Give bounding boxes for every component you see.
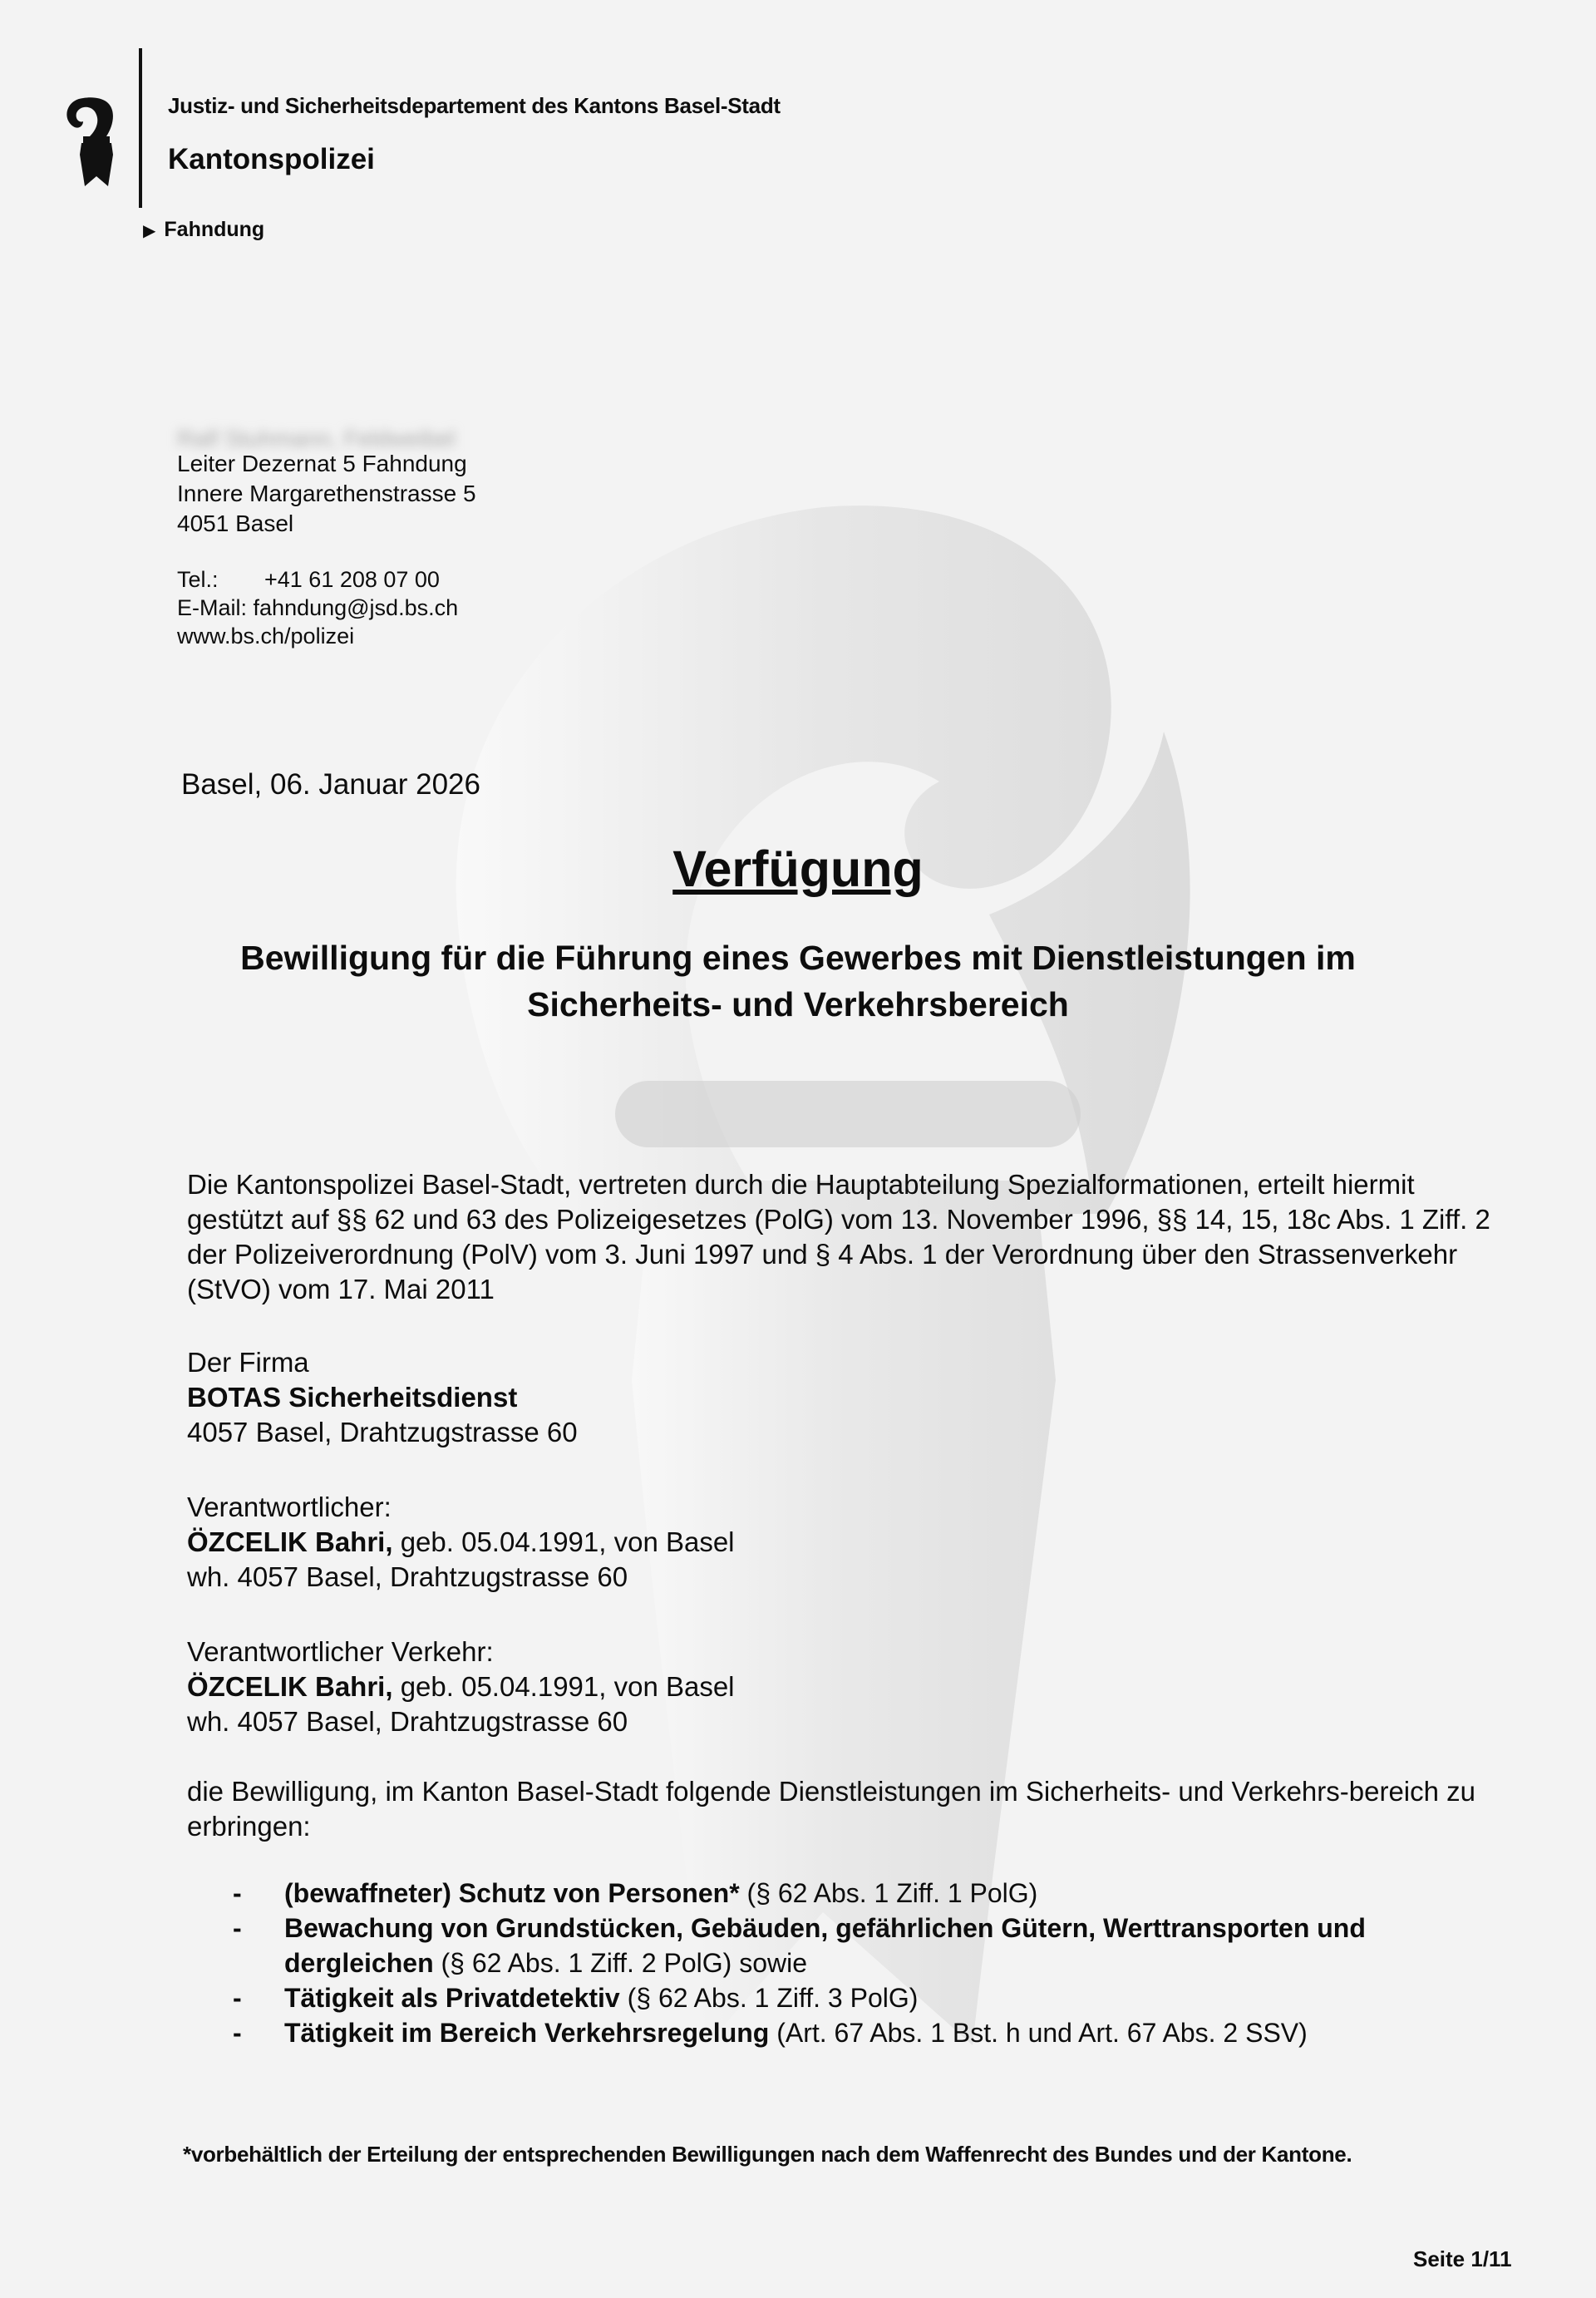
responsible-traffic-details: geb. 05.04.1991, von Basel — [392, 1671, 735, 1702]
responsible-traffic-name: ÖZCELIK Bahri, — [187, 1671, 393, 1702]
service-ref: (§ 62 Abs. 1 Ziff. 2 PolG) sowie — [433, 1948, 807, 1978]
firm-label: Der Firma — [187, 1347, 309, 1378]
unit-name: Kantonspolizei — [168, 143, 375, 175]
list-item — [233, 2015, 1513, 2050]
website-link[interactable]: www.bs.ch/polizei — [177, 624, 355, 648]
section-label: Fahndung — [164, 218, 265, 241]
tel-value: +41 61 208 07 00 — [264, 567, 440, 592]
service-main: (bewaffneter) Schutz von Personen* — [284, 1878, 740, 1908]
service-main: Bewachung von Grundstücken, Gebäuden, gefährlichen Gütern, Werttransporten und dergleichen — [284, 1913, 1366, 1978]
play-arrow-icon: ▶ — [143, 222, 156, 240]
sender-line: Leiter Dezernat 5 Fahndung — [177, 451, 467, 476]
header-divider — [139, 48, 142, 208]
service-ref: (Art. 67 Abs. 1 Bst. h und Art. 67 Abs. 2 SSV) — [769, 2018, 1308, 2048]
list-item — [233, 1911, 1513, 1980]
services-list — [233, 1876, 1513, 2050]
document-title: Verfügung — [672, 841, 924, 897]
sender-address — [177, 424, 476, 539]
responsible-name: ÖZCELIK Bahri, — [187, 1526, 393, 1557]
letter-date: Basel, 06. Januar 2026 — [181, 768, 480, 801]
sender-line: Innere Margarethenstrasse 5 — [177, 481, 476, 506]
list-item — [233, 1876, 1513, 1911]
permission-paragraph: die Bewilligung, im Kanton Basel-Stadt folgende Dienstleistungen im Sicherheits- und Verkehrs-bereich zu erbringen: — [187, 1776, 1476, 1842]
tel-label: Tel.: — [177, 567, 219, 592]
service-main: Tätigkeit als Privatdetektiv — [284, 1983, 620, 2013]
responsible-label: Verantwortlicher: — [187, 1492, 392, 1522]
redacted-name: Ralf Stuhmann, Feldweibel — [177, 426, 456, 451]
firm-block — [187, 1345, 1517, 1450]
list-item — [233, 1980, 1513, 2015]
responsible-address: wh. 4057 Basel, Drahtzugstrasse 60 — [187, 1561, 628, 1592]
responsible-traffic-block — [187, 1635, 1517, 1739]
document-subtitle: Bewilligung für die Führung eines Gewerbes mit Dienstleistungen im Sicherheits- und Verkehrsbereich — [240, 939, 1356, 1023]
footnote: *vorbehältlich der Erteilung der entsprechenden Bewilligungen nach dem Waffenrecht des Bundes und der Kantone. — [183, 2142, 1352, 2167]
section-name — [143, 218, 264, 242]
basel-coat-of-arms-icon — [58, 90, 125, 190]
sender-contact — [177, 565, 458, 650]
page-number: Seite 1/11 — [1413, 2246, 1512, 2271]
firm-name: BOTAS Sicherheitsdienst — [187, 1382, 518, 1413]
firm-address: 4057 Basel, Drahtzugstrasse 60 — [187, 1417, 578, 1447]
department-name: Justiz- und Sicherheitsdepartement des Kantons Basel-Stadt — [168, 93, 781, 118]
service-ref: (§ 62 Abs. 1 Ziff. 1 PolG) — [739, 1878, 1038, 1908]
responsible-block — [187, 1490, 1517, 1595]
service-main: Tätigkeit im Bereich Verkehrsregelung — [284, 2018, 770, 2048]
service-ref: (§ 62 Abs. 1 Ziff. 3 PolG) — [619, 1983, 919, 2013]
email-link[interactable]: fahndung@jsd.bs.ch — [253, 595, 459, 620]
responsible-details: geb. 05.04.1991, von Basel — [392, 1526, 735, 1557]
responsible-traffic-label: Verantwortlicher Verkehr: — [187, 1636, 494, 1667]
responsible-traffic-address: wh. 4057 Basel, Drahtzugstrasse 60 — [187, 1706, 628, 1737]
sender-line: 4051 Basel — [177, 510, 294, 536]
email-label: E-Mail: — [177, 595, 248, 620]
intro-paragraph: Die Kantonspolizei Basel-Stadt, vertreten durch die Hauptabteilung Spezialformationen, erteilt hiermit gestützt auf §§ 62 und 63 des Polizeigesetzes (PolG) vom 13. November 1996, §§ 14, 15, 18c Abs. 1 Ziff. 2 der Polizeiverordnung (PolV) vom 3. Juni 1997 und § 4 Abs. 1 der Verordnung über den Strassenverkehr (StVO) vom 17. Mai 2011 — [187, 1169, 1490, 1304]
